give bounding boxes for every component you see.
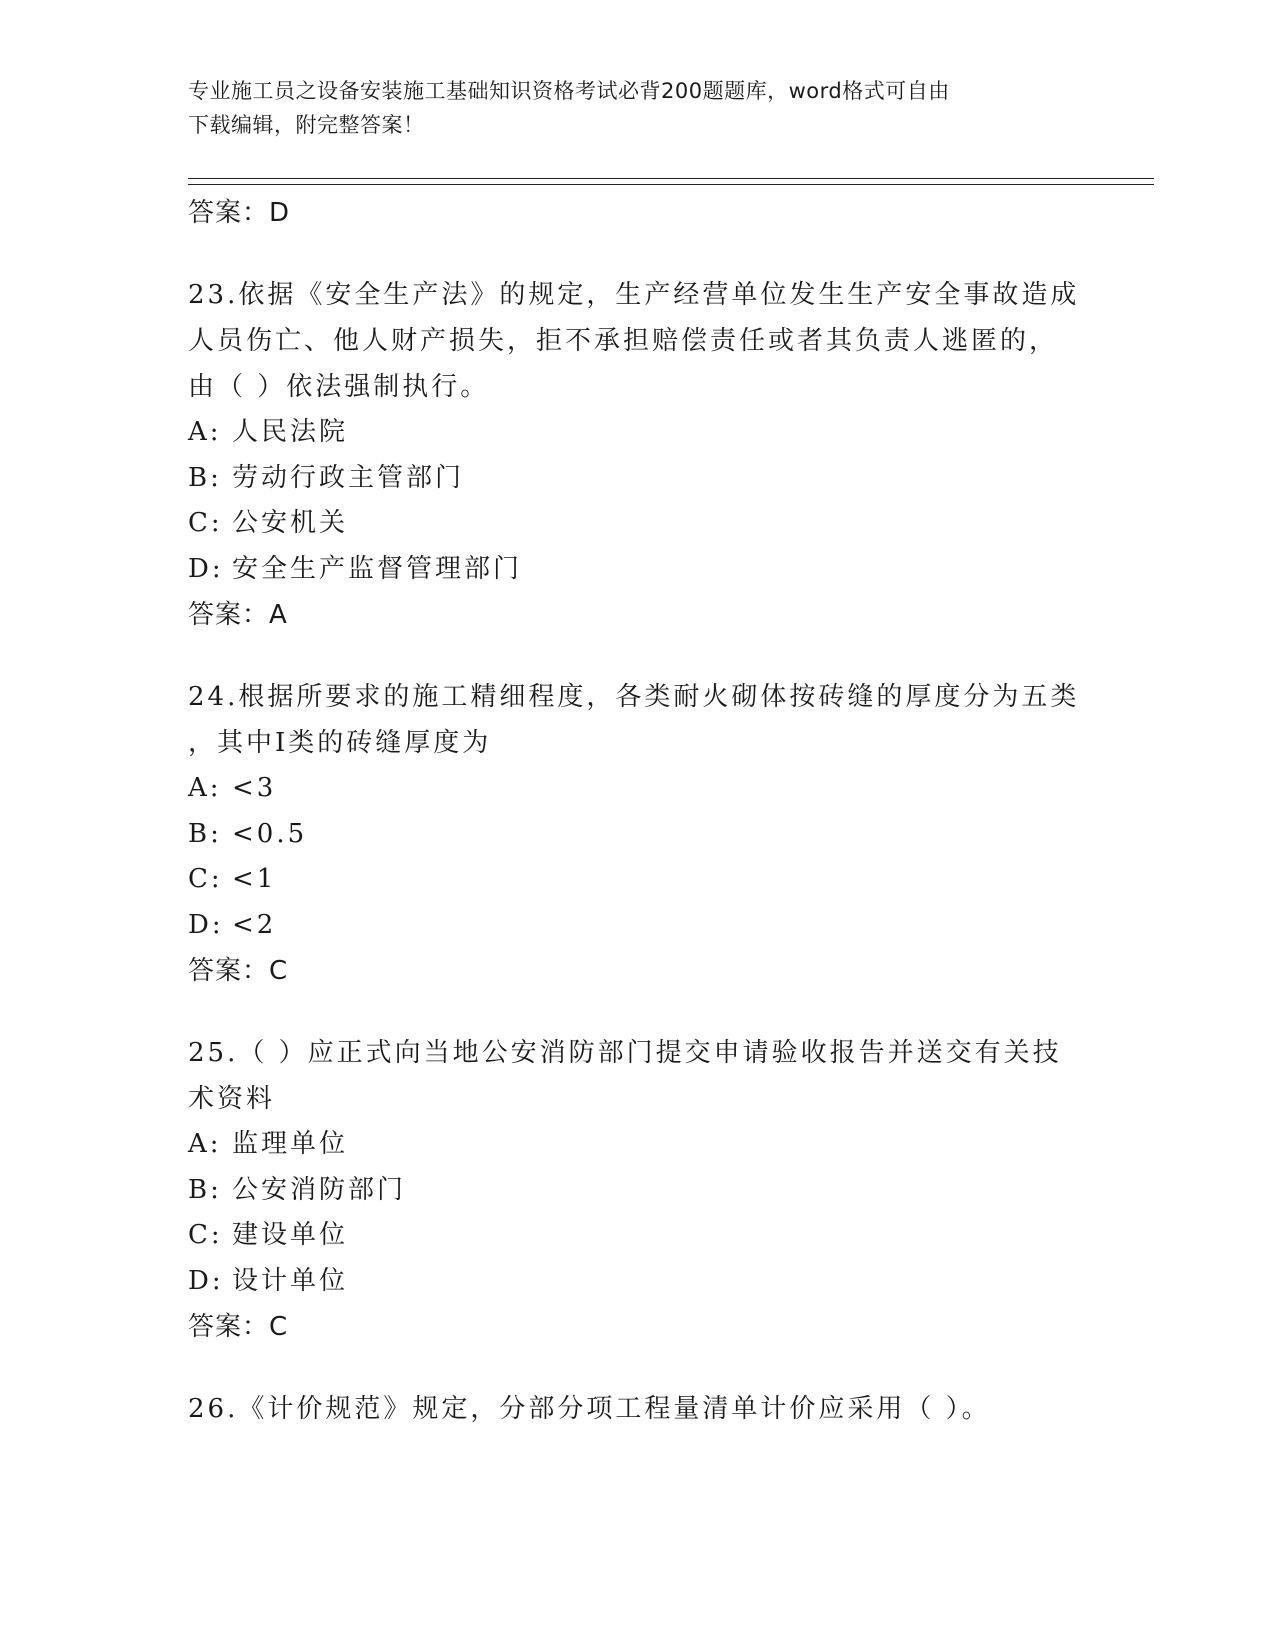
question-24 [188,674,1088,994]
option-letter: D: [188,909,224,940]
answer-line: 答案：C [188,956,289,986]
option-letter: B: [188,818,222,849]
option-text: 公安消防部门 [232,1174,407,1205]
option-b [188,812,1088,858]
option-d [188,547,1088,593]
option-a [188,766,1088,812]
option-text: 设计单位 [232,1265,349,1296]
option-text: <0.5 [232,818,308,849]
option-b [188,1168,1088,1214]
option-letter: D: [188,1265,224,1296]
question-text: 23.依据《安全生产法》的规定，生产经营单位发生生产安全事故造成 [188,280,1080,310]
header-line-1: 专业施工员之设备安装施工基础知识资格考试必背200题题库，word格式可自由 [188,79,950,103]
question-text: 由（ ）依法强制执行。 [188,372,490,402]
header-line-2: 下载编辑，附完整答案！ [188,113,425,137]
option-text: <2 [232,909,277,940]
option-letter: B: [188,1174,222,1205]
option-b [188,456,1088,502]
question-text: 术资料 [188,1084,276,1114]
question-26 [188,1386,1088,1432]
option-c [188,1213,1088,1259]
option-a [188,1122,1088,1168]
document-header [188,74,1088,142]
option-letter: C: [188,1220,223,1250]
option-text: 公安机关 [232,508,349,538]
option-d [188,903,1088,949]
question-text: 25.（ ）应正式向当地公安消防部门提交申请验收报告并送交有关技 [188,1038,1062,1068]
option-letter: D: [188,553,224,584]
option-text: 安全生产监督管理部门 [232,553,523,584]
option-text: 人民法院 [232,417,349,447]
option-text: 劳动行政主管部门 [232,462,465,493]
option-c [188,501,1088,547]
option-text: <1 [232,864,277,894]
option-letter: A: [188,773,222,803]
answer-line: 答案：A [188,600,288,630]
previous-answer: 答案：D [188,198,291,228]
option-c [188,857,1088,903]
question-list [188,190,1088,1432]
question-25 [188,1030,1088,1350]
option-d [188,1259,1088,1305]
option-text: 监理单位 [232,1129,349,1159]
question-text: 24.根据所要求的施工精细程度，各类耐火砌体按砖缝的厚度分为五类 [188,682,1080,712]
option-letter: C: [188,864,223,894]
option-letter: A: [188,1129,222,1159]
answer-line: 答案：C [188,1312,289,1342]
header-divider-top [188,178,1154,179]
option-text: <3 [232,773,277,803]
option-letter: B: [188,462,222,493]
option-letter: C: [188,508,223,538]
question-text: 26.《计价规范》规定，分部分项工程量清单计价应采用（ ）。 [188,1394,991,1424]
option-a [188,410,1088,456]
header-divider-bottom [188,184,1154,185]
option-letter: A: [188,417,222,447]
question-text: ，其中I类的砖缝厚度为 [188,728,492,758]
option-text: 建设单位 [232,1220,349,1250]
question-23 [188,272,1088,638]
question-text: 人员伤亡、他人财产损失，拒不承担赔偿责任或者其负责人逃匿的， [188,326,1059,356]
